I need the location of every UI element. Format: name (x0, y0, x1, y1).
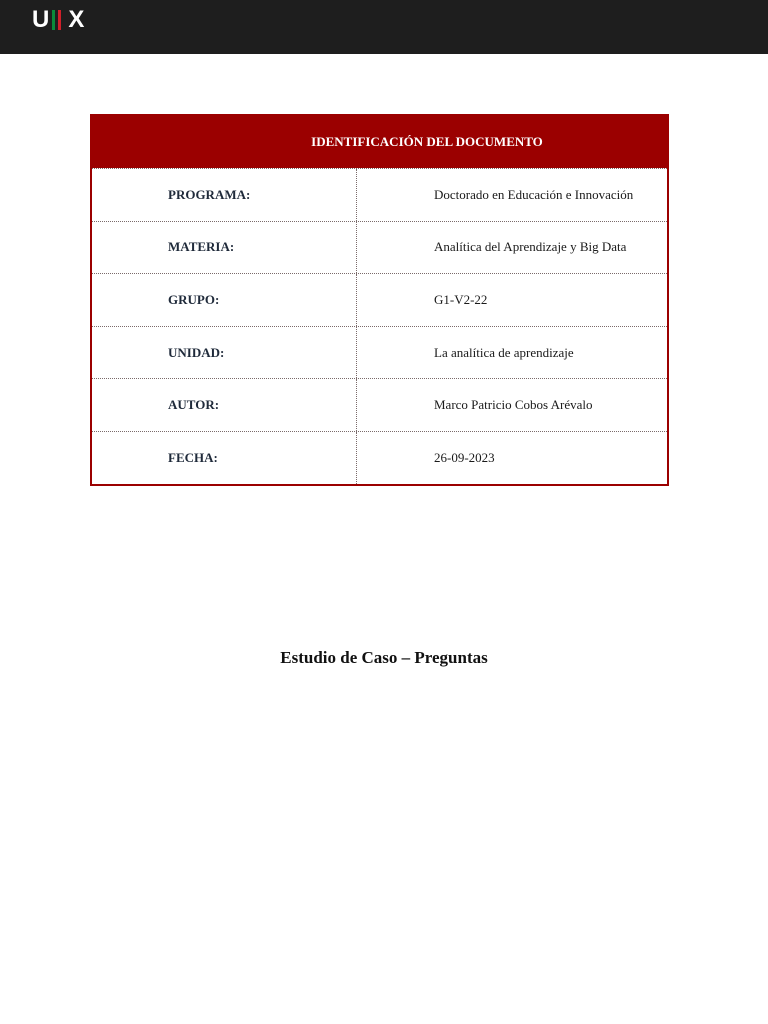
row-label-programa: PROGRAMA: (92, 169, 357, 221)
logo-green-bar (52, 10, 55, 30)
table-header: IDENTIFICACIÓN DEL DOCUMENTO (92, 116, 667, 168)
row-label-grupo: GRUPO: (92, 274, 357, 326)
table-row (92, 431, 667, 484)
uix-logo[interactable] (32, 6, 85, 33)
row-label-fecha: FECHA: (92, 432, 357, 484)
row-value-programa: Doctorado en Educación e Innovación (434, 186, 634, 202)
row-label-unidad: UNIDAD: (92, 327, 357, 379)
row-value-autor: Marco Patricio Cobos Arévalo (434, 397, 593, 413)
table-row (92, 326, 667, 379)
row-label-materia: MATERIA: (92, 222, 357, 274)
row-value-materia: Analítica del Aprendizaje y Big Data (434, 239, 627, 255)
top-bar (0, 0, 768, 54)
document-title: Estudio de Caso – Preguntas (280, 648, 488, 667)
row-label-autor: AUTOR: (92, 379, 357, 431)
row-value-unidad: La analítica de aprendizaje (434, 344, 574, 360)
document-identification-table (90, 114, 669, 486)
row-value-fecha: 26-09-2023 (434, 449, 495, 465)
logo-letter-u: U (32, 6, 50, 33)
table-row (92, 168, 667, 221)
table-row (92, 273, 667, 326)
table-row (92, 378, 667, 431)
logo-flag-bars-icon (52, 10, 64, 30)
logo-red-bar (58, 10, 61, 30)
logo-letter-x: X (68, 6, 85, 33)
table-row (92, 221, 667, 274)
row-value-grupo: G1-V2-22 (434, 291, 488, 307)
